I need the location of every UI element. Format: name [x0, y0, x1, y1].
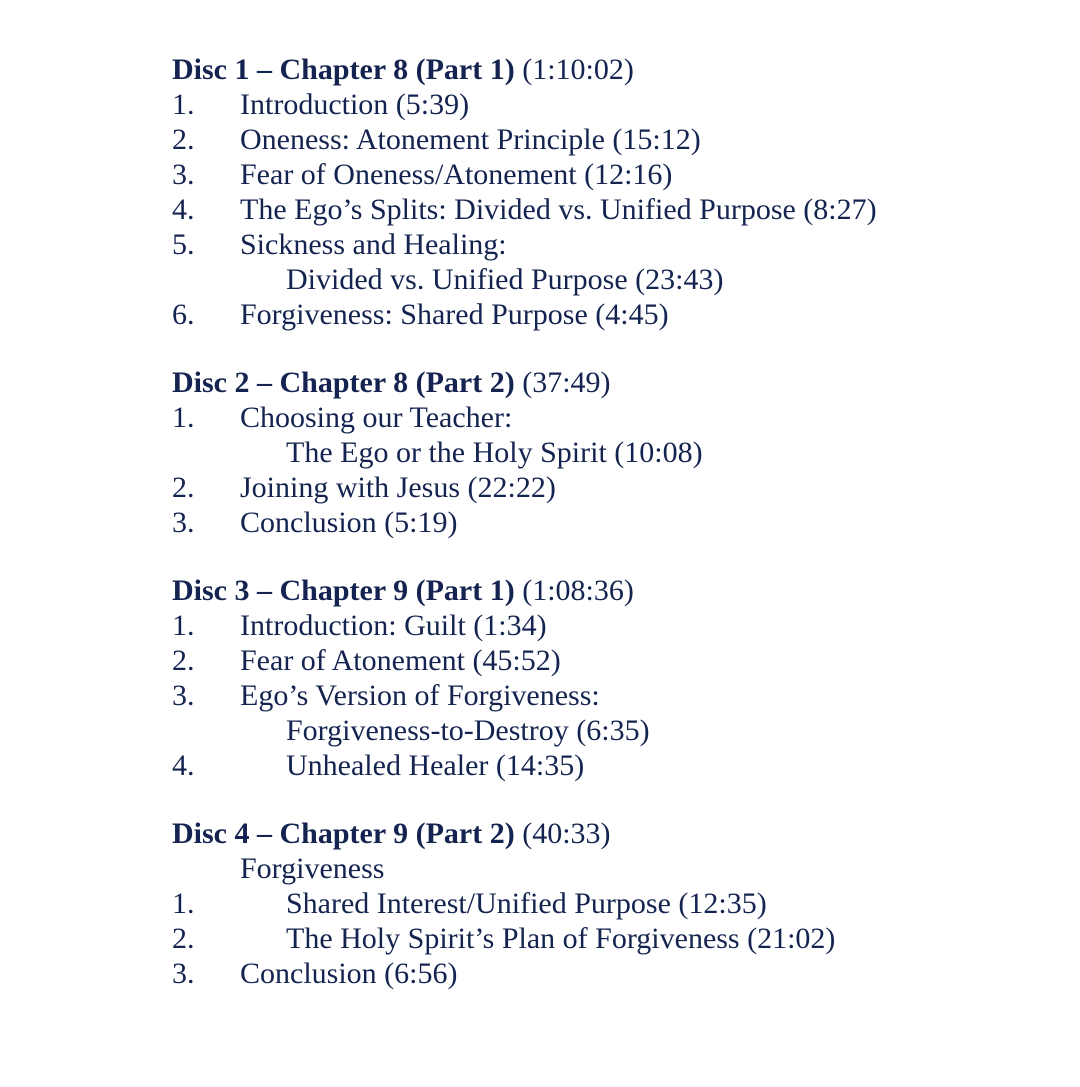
- track-line: [172, 400, 1052, 435]
- track-line: [172, 505, 1052, 540]
- track-title: Introduction: Guilt (1:34): [240, 609, 547, 642]
- track-line: [172, 227, 1052, 262]
- track-number: 1.: [172, 609, 195, 642]
- track-title: Unhealed Healer (14:35): [286, 749, 585, 782]
- disc-section: [172, 573, 1052, 783]
- track-number: 1.: [172, 887, 195, 920]
- track-line: [172, 470, 1052, 505]
- track-number: 3.: [172, 506, 195, 539]
- track-title: Forgiveness-to-Destroy (6:35): [286, 714, 650, 747]
- disc-section: [172, 816, 1052, 991]
- disc-header: [172, 365, 1052, 400]
- track-line: [172, 122, 1052, 157]
- track-line-continuation: [172, 713, 1052, 748]
- disc-duration: (1:08:36): [522, 574, 634, 607]
- track-title: Forgiveness: Shared Purpose (4:45): [240, 298, 669, 331]
- disc-header: [172, 52, 1052, 87]
- disc-duration: (1:10:02): [522, 53, 634, 86]
- track-line: [172, 956, 1052, 991]
- track-title: Conclusion (6:56): [240, 957, 458, 990]
- track-title: Fear of Oneness/Atonement (12:16): [240, 158, 673, 191]
- disc-section: [172, 365, 1052, 540]
- track-number: 2.: [172, 123, 195, 156]
- track-number: 3.: [172, 158, 195, 191]
- track-number: 2.: [172, 922, 195, 955]
- disc-duration: (40:33): [522, 817, 611, 850]
- track-line: [172, 921, 1052, 956]
- disc-title: Disc 1 – Chapter 8 (Part 1): [172, 53, 515, 86]
- track-title: The Ego or the Holy Spirit (10:08): [286, 436, 703, 469]
- track-line: [172, 87, 1052, 122]
- track-number: 5.: [172, 228, 195, 261]
- track-number: 1.: [172, 88, 195, 121]
- track-number: 3.: [172, 957, 195, 990]
- track-title: Ego’s Version of Forgiveness:: [240, 679, 600, 712]
- disc-title: Disc 3 – Chapter 9 (Part 1): [172, 574, 515, 607]
- track-line: [172, 748, 1052, 783]
- disc-title: Disc 4 – Chapter 9 (Part 2): [172, 817, 515, 850]
- track-title: Choosing our Teacher:: [240, 401, 513, 434]
- track-number: 2.: [172, 471, 195, 504]
- disc-header: [172, 573, 1052, 608]
- track-line-continuation: [172, 435, 1052, 470]
- track-line-continuation: [172, 262, 1052, 297]
- track-title: Joining with Jesus (22:22): [240, 471, 556, 504]
- track-title: Introduction (5:39): [240, 88, 470, 121]
- track-number: 4.: [172, 193, 195, 226]
- track-title: Fear of Atonement (45:52): [240, 644, 561, 677]
- track-number: 4.: [172, 749, 195, 782]
- track-title: Sickness and Healing:: [240, 228, 507, 261]
- track-number: 6.: [172, 298, 195, 331]
- track-listing: [172, 52, 1052, 1024]
- disc-header: [172, 816, 1052, 851]
- disc-section: [172, 52, 1052, 332]
- track-title: Forgiveness: [240, 852, 385, 885]
- track-line: [172, 643, 1052, 678]
- track-title: The Holy Spirit’s Plan of Forgiveness (21:02): [286, 922, 836, 955]
- disc-duration: (37:49): [522, 366, 611, 399]
- track-line: [172, 157, 1052, 192]
- disc-title: Disc 2 – Chapter 8 (Part 2): [172, 366, 515, 399]
- track-line: [172, 886, 1052, 921]
- track-number: 3.: [172, 679, 195, 712]
- track-line: [172, 608, 1052, 643]
- track-line: [172, 678, 1052, 713]
- track-title: Divided vs. Unified Purpose (23:43): [286, 263, 724, 296]
- track-line: [172, 297, 1052, 332]
- track-line: [172, 192, 1052, 227]
- track-number: 2.: [172, 644, 195, 677]
- track-title: Conclusion (5:19): [240, 506, 458, 539]
- track-title: Shared Interest/Unified Purpose (12:35): [286, 887, 767, 920]
- track-title: Oneness: Atonement Principle (15:12): [240, 123, 701, 156]
- section-subheading: [172, 851, 1052, 886]
- track-number: 1.: [172, 401, 195, 434]
- track-title: The Ego’s Splits: Divided vs. Unified Purpose (8:27): [240, 193, 877, 226]
